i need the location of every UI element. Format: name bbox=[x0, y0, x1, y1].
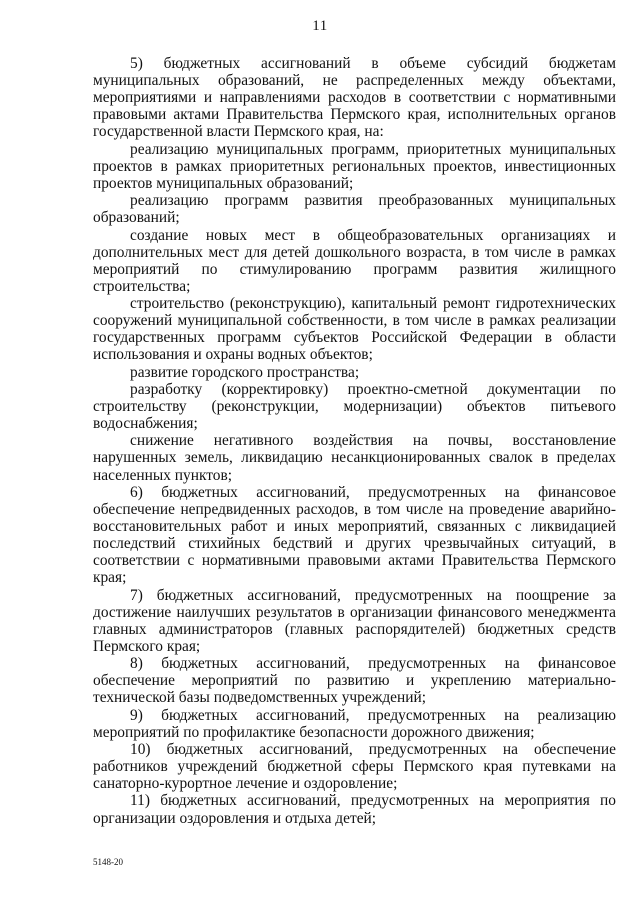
page-number: 11 bbox=[312, 18, 328, 34]
paragraph-item-11: 11) бюджетных ассигнований, предусмотренных на мероприятия по организации оздоровления и отдыха детей; bbox=[93, 792, 616, 827]
paragraph-transformed-municipalities: реализацию программ развития преобразованных муниципальных образований; bbox=[93, 192, 616, 227]
paragraph-urban-space: развитие городского пространства; bbox=[130, 363, 360, 381]
paragraph-item-6: 6) бюджетных ассигнований, предусмотренных на финансовое обеспечение непредвиденных расходов, в том числе на проведение аварийно-восстановительных работ и иных мероприятий, связанных с ликвидацией последствий стихийных бедствий и других чрезвычайных ситуаций, в соответствии с нормативными правовыми актами Правительства Пермского края; bbox=[93, 483, 616, 587]
document-code: 5148-20 bbox=[93, 857, 123, 867]
paragraph-design-documentation: разработку (корректировку) проектно-сметной документации по строительству (реконструкции, модернизации) объектов питьевого водоснабжения; bbox=[93, 380, 616, 433]
paragraph-new-school-places: создание новых мест в общеобразовательных организациях и дополнительных мест для детей дошкольного возраста, в том числе в рамках мероприятий по стимулированию программ развития жилищного строительства; bbox=[93, 226, 616, 295]
paragraph-soil-impact: снижение негативного воздействия на почвы, восстановление нарушенных земель, ликвидацию несанкционированных свалок в пределах населенных пунктов; bbox=[93, 432, 616, 484]
paragraph-item-8: 8) бюджетных ассигнований, предусмотренных на финансовое обеспечение мероприятий по развитию и укреплению материально-технической базы подведомственных учреждений; bbox=[93, 655, 616, 707]
document-body bbox=[93, 55, 616, 827]
paragraph-item-9: 9) бюджетных ассигнований, предусмотренных на реализацию мероприятий по профилактике безопасности дорожного движения; bbox=[93, 706, 616, 741]
paragraph-item-10: 10) бюджетных ассигнований, предусмотренных на обеспечение работников учреждений бюджетной сферы Пермского края путевками на санаторно-курортное лечение и оздоровление; bbox=[93, 741, 616, 793]
paragraph-municipal-programs: реализацию муниципальных программ, приоритетных муниципальных проектов в рамках приоритетных региональных проектов, инвестиционных проектов муниципальных образований; bbox=[93, 140, 616, 192]
paragraph-item-7: 7) бюджетных ассигнований, предусмотренных на поощрение за достижение наилучших результатов в организации финансового менеджмента главных администраторов (главных распорядителей) бюджетных средств Пермского края; bbox=[93, 586, 616, 655]
paragraph-hydraulic-structures: строительство (реконструкцию), капитальный ремонт гидротехнических сооружений муниципальной собственности, в том числе в рамках реализации государственных программ субъектов Российской Федерации в области использования и охраны водных объектов; bbox=[93, 295, 616, 364]
paragraph-item-5: 5) бюджетных ассигнований в объеме субсидий бюджетам муниципальных образований, не распределенных между объектами, мероприятиями и направлениями расходов в соответствии с нормативными правовыми актами Правительства Пермского края, исполнительных органов государственной власти Пермского края, на: bbox=[93, 55, 616, 141]
